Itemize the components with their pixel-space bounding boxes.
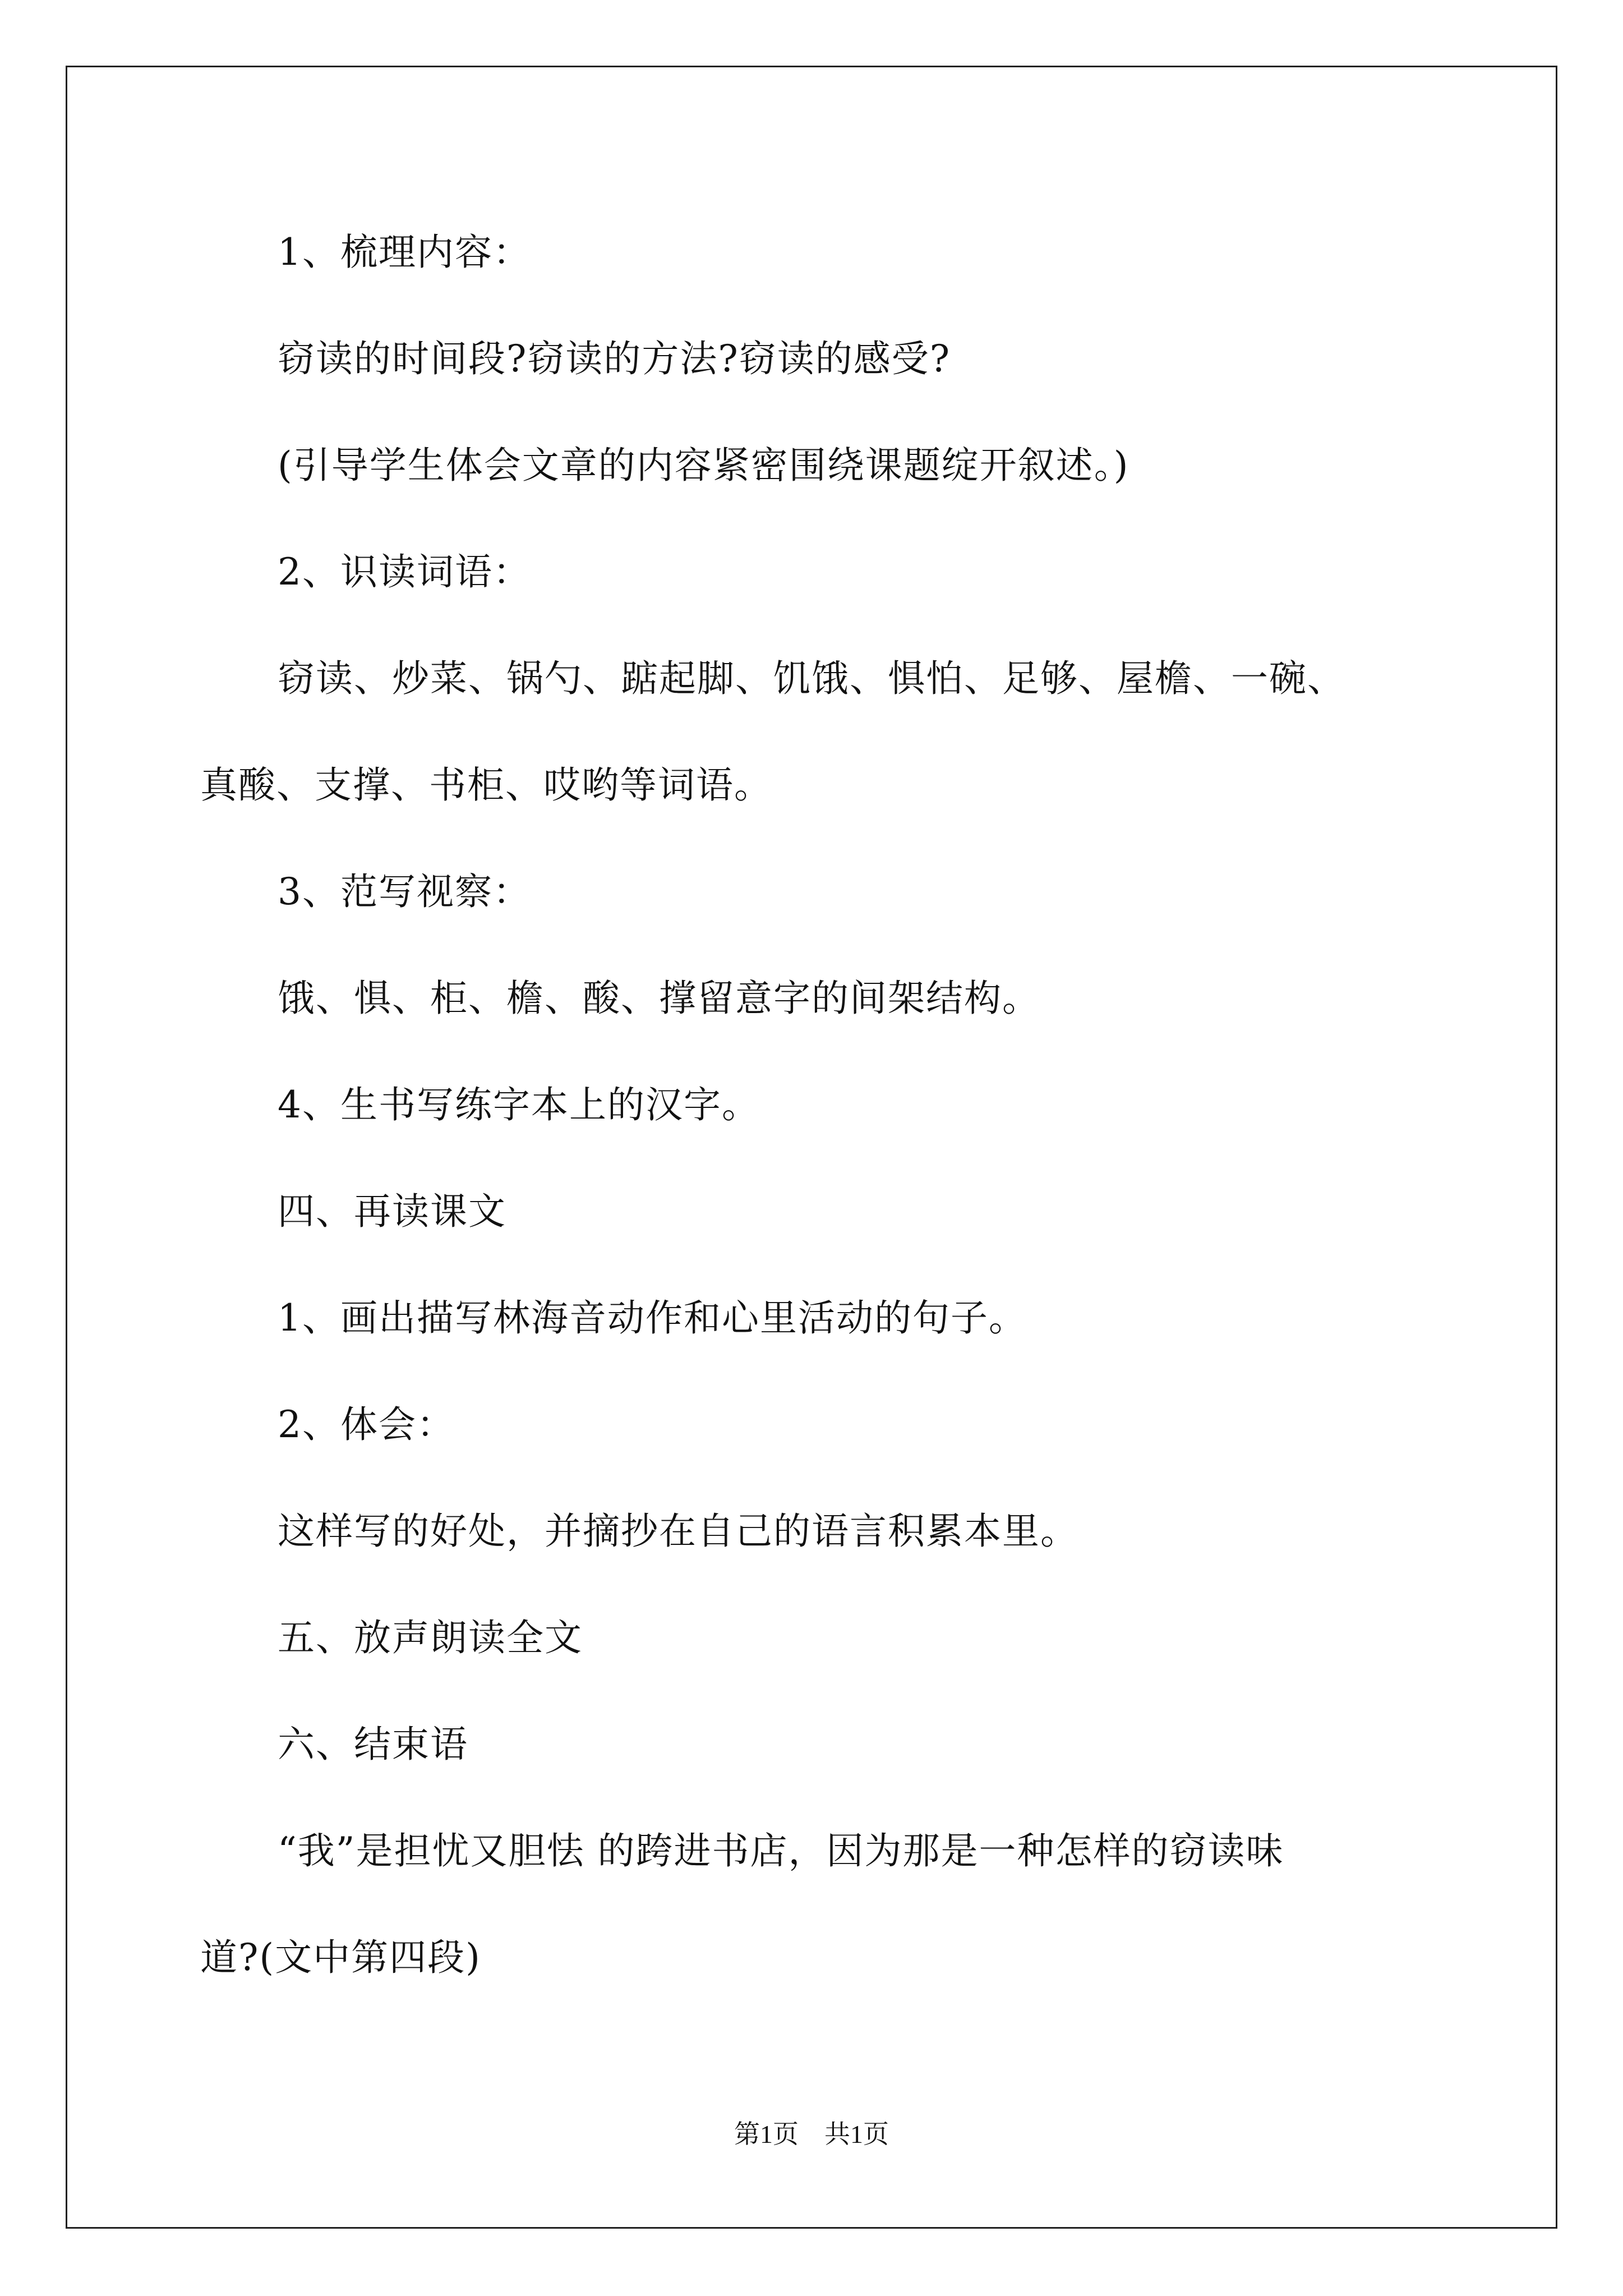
section-heading-4: 四、再读课文 xyxy=(278,1190,506,1233)
section-heading-6: 六、结束语 xyxy=(278,1723,468,1766)
paragraph-9: 4、生书写练字本上的汉字。 xyxy=(278,1083,760,1126)
paragraph-8: 饿、惧、柜、檐、酸、撑留意字的间架结构。 xyxy=(278,977,1040,1020)
paragraph-2: 窃读的时间段?窃读的方法?窃读的感受? xyxy=(278,337,951,380)
paragraph-5: 窃读、炒菜、锅勺、踮起脚、饥饿、惧怕、足够、屋檐、一碗、 xyxy=(278,657,1345,700)
paragraph-4: 2、识读词语： xyxy=(278,550,531,593)
page-number-footer: 第1页 共1页 xyxy=(734,2120,889,2148)
paragraph-12: 这样写的好处，并摘抄在自己的语言积累本里。 xyxy=(278,1510,1078,1553)
closing-paragraph xyxy=(200,1829,1434,1980)
section-heading-5: 五、放声朗读全文 xyxy=(278,1616,583,1659)
closing-paragraph-line-2: 道?(文中第四段) xyxy=(200,1936,481,1979)
paragraph-6: 真酸、支撑、书柜、哎哟等词语。 xyxy=(200,763,772,807)
paragraph-10: 1、画出描写林海音动作和心里活动的句子。 xyxy=(278,1296,1027,1340)
closing-paragraph-line-1: “我”是担忧又胆怯 的跨进书店，因为那是一种怎样的窃读味 xyxy=(278,1829,1284,1872)
paragraph-7: 3、范写视察： xyxy=(278,870,531,913)
paragraph-1: 1、梳理内容： xyxy=(278,231,531,274)
paragraph-11: 2、体会： xyxy=(278,1403,455,1446)
paragraph-3: (引导学生体会文章的内容紧密围绕课题绽开叙述。) xyxy=(278,444,1129,487)
